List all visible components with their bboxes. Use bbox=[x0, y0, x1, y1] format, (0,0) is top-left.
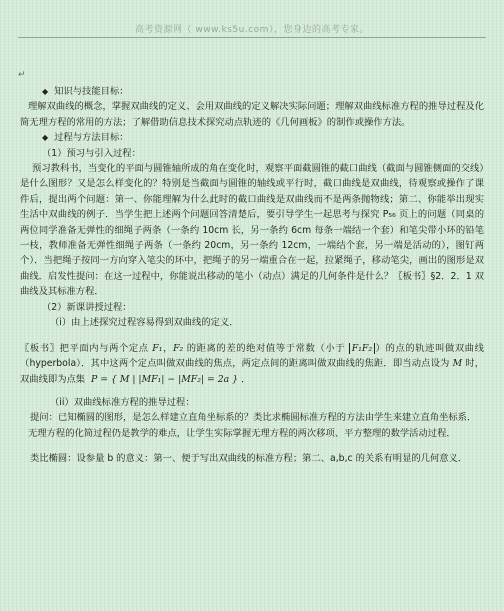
derivation-heading: （ii）双曲线标准方程的推导过程： bbox=[50, 396, 195, 408]
definition-paragraph bbox=[20, 341, 484, 389]
focal-distance-expr: F₁F₂ bbox=[349, 343, 375, 354]
derivation-question: 提问：已知椭圆的图形，是怎么样建立直角坐标系的？类比求椭圆标准方程的方法由学生来建立直角坐标系． bbox=[30, 412, 477, 424]
point-set-expr: P = { M | |MF₁| − |MF₂| = 2a } bbox=[91, 374, 239, 386]
page-header bbox=[0, 0, 504, 40]
focus-f2: F₂ bbox=[172, 342, 184, 354]
header-divider bbox=[18, 37, 486, 38]
definition-part2: 的距离的差的绝对值等于常数（小于 bbox=[183, 342, 349, 354]
definition-part4: 时，双曲线即为点集 bbox=[20, 357, 484, 386]
definition-part5: ． bbox=[241, 374, 251, 386]
preview-text: 预习教科书，当变化的平面与圆锥轴所成的角在变化时，观察平面截圆锥的截口曲线（截面与圆锥侧面的交线）是什么图形？又是怎么样变化的？特别是当截面与圆锥的轴线或平行时，截口曲线是双曲线，待观察或操作了课件后，提出两个问题：第一、你能理解为什么此时的截口曲线是双曲线而不是两条抛物线；第二、你能举出现实生活中双曲线的例子．当学生把上述两个问题回答清楚后，要引导学生一起思考与探究 P₅₆ 页上的问题（同桌的两位同学准备无弹性的细绳子两条（一条约 10cm 长，另一条约 6cm 每条一端结一个套）和笔尖带小环的铅笔一枝，教师准备无弹性细绳子两条（一条约 20cm，另一条约 12cm，一端结个套，另一端是活动的），图钉两个）．当把绳子按同一方向穿入笔尖的环中，把绳子的另一端重合在一起，拉紧绳子，移动笔尖，画出的图形是双曲线．启发性提问：在这一过程中，你能说出移动的笔小（动点）满足的几何条件是什么？〖板书〗§2．2．1 双曲线及其标准方程． bbox=[20, 163, 484, 298]
preview-heading: （1）预习与引入过程： bbox=[42, 147, 141, 159]
definition-intro: （i）由上述探究过程容易得到双曲线的定义． bbox=[50, 317, 239, 329]
document-body bbox=[20, 84, 484, 466]
paragraph-mark-icon: ↵ bbox=[18, 70, 26, 80]
new-lesson-heading: （2）新课讲授过程： bbox=[42, 301, 132, 313]
objective-knowledge-heading: ◆ 知识与技能目标： bbox=[20, 84, 484, 99]
parameter-b-note: 类比椭圆：设参量 b 的意义：第一、便于写出双曲线的标准方程；第二、a,b,c 的关系有明显的几何意义． bbox=[30, 452, 468, 464]
site-watermark-text: 高考资源网（ www.ks5u.com），您身边的高考专家。 bbox=[135, 25, 369, 35]
definition-part3: ）的点的轨迹叫做双曲线（hyperbola）．其中这两个定点叫做双曲线的焦点，两定点间的距离叫做双曲线的焦距．即当动点设为 bbox=[20, 342, 484, 369]
moving-point-m: M bbox=[452, 357, 463, 369]
definition-part1: 〖板书〗把平面内与两个定点 bbox=[20, 342, 153, 354]
definition-sep: ， bbox=[162, 342, 173, 354]
irrational-equation-note: 无理方程的化简过程仍是教学的难点，让学生实际掌握无理方程的两次移项、平方整理的数学活动过程． bbox=[28, 427, 456, 439]
focus-f1: F₁ bbox=[152, 342, 163, 354]
objective-knowledge-text: 理解双曲线的概念，掌握双曲线的定义、会用双曲线的定义解决实际问题；理解双曲线标准方程的推导过程及化简无理方程的常用的方法；了解借助信息技术探究动点轨迹的《几何画板》的制作或操作方法。 bbox=[20, 101, 484, 128]
objective-process-heading: ◆ 过程与方法目标： bbox=[20, 130, 484, 145]
